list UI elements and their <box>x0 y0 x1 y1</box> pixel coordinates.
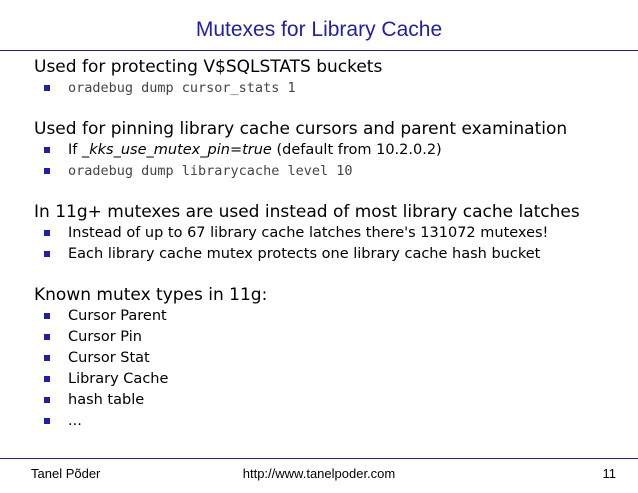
command-text: oradebug dump cursor_stats 1 <box>68 80 296 96</box>
bullet-square-icon <box>44 334 50 340</box>
section-vsqlstats <box>34 56 624 99</box>
bullet-item <box>34 327 624 348</box>
footer-url: http://www.tanelpoder.com <box>242 466 396 481</box>
section-11g-mutexes <box>34 201 624 265</box>
bullet-square-icon <box>44 85 50 91</box>
bullet-item <box>34 369 624 390</box>
bullet-suffix: (default from 10.2.0.2) <box>271 142 442 158</box>
bullet-square-icon <box>44 147 50 153</box>
bullet-text: Cursor Pin <box>68 329 142 345</box>
title-divider <box>0 50 638 51</box>
bullet-text: Cursor Stat <box>68 350 150 366</box>
bullet-item <box>34 244 624 265</box>
bullet-list <box>34 223 624 265</box>
bullet-item <box>34 223 624 244</box>
bullet-square-icon <box>44 376 50 382</box>
bullet-list <box>34 78 624 99</box>
bullet-square-icon <box>44 355 50 361</box>
bullet-item <box>34 78 624 99</box>
bullet-text: Library Cache <box>68 371 169 387</box>
slide-body <box>34 56 624 432</box>
bullet-text: Instead of up to 67 library cache latches there's 131072 mutexes! <box>68 225 549 241</box>
bullet-square-icon <box>44 397 50 403</box>
bullet-square-icon <box>44 313 50 319</box>
parameter-name: _kks_use_mutex_pin=true <box>82 142 272 158</box>
command-text: oradebug dump librarycache level 10 <box>68 163 353 179</box>
footer-divider <box>0 458 638 459</box>
slide-title: Mutexes for Library Cache <box>195 18 443 41</box>
section-heading: Used for protecting V$SQLSTATS buckets <box>34 57 383 77</box>
bullet-list <box>34 306 624 432</box>
section-heading: Known mutex types in 11g: <box>34 285 268 305</box>
bullet-item <box>34 411 624 432</box>
bullet-text: ... <box>68 413 82 429</box>
bullet-item <box>34 390 624 411</box>
bullet-square-icon <box>44 230 50 236</box>
bullet-text: hash table <box>68 392 145 408</box>
bullet-list <box>34 140 624 182</box>
section-heading: In 11g+ mutexes are used instead of most library cache latches <box>34 202 580 222</box>
page-number: 11 <box>602 466 616 481</box>
section-mutex-types <box>34 284 624 432</box>
bullet-item <box>34 348 624 369</box>
bullet-text: Cursor Parent <box>68 308 167 324</box>
section-heading: Used for pinning library cache cursors and parent examination <box>34 119 568 139</box>
bullet-square-icon <box>44 418 50 424</box>
bullet-item <box>34 161 624 182</box>
section-pinning <box>34 118 624 182</box>
bullet-square-icon <box>44 251 50 257</box>
bullet-item <box>34 140 624 161</box>
bullet-item <box>34 306 624 327</box>
bullet-square-icon <box>44 168 50 174</box>
bullet-text: Each library cache mutex protects one library cache hash bucket <box>68 246 541 262</box>
footer-author: Tanel Põder <box>31 466 101 481</box>
bullet-prefix: If <box>68 142 82 158</box>
